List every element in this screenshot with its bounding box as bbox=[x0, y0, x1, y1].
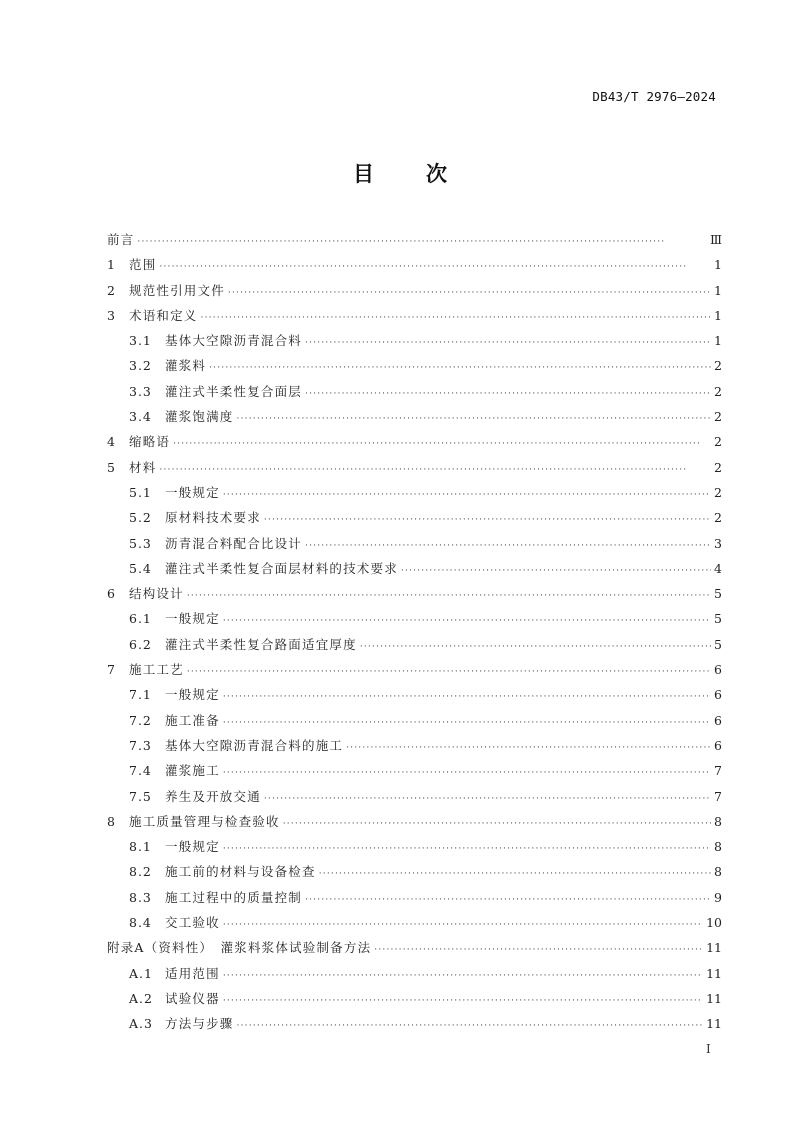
toc-entry-number: 6.1 bbox=[129, 611, 152, 627]
toc-entry[interactable] bbox=[107, 404, 722, 429]
dot-leader bbox=[319, 862, 711, 887]
toc-entry-label: 施工过程中的质量控制 bbox=[165, 889, 303, 905]
toc-entry[interactable] bbox=[107, 480, 722, 505]
toc-entry-page: 2 bbox=[714, 484, 722, 500]
toc-entry-label: 施工准备 bbox=[165, 712, 220, 728]
toc-entry[interactable] bbox=[107, 328, 722, 353]
toc-entry-number: 7.5 bbox=[129, 788, 152, 804]
toc-entry-number: A.2 bbox=[129, 990, 153, 1006]
toc-entry-page: 10 bbox=[706, 915, 722, 931]
toc-entry[interactable] bbox=[107, 379, 722, 404]
toc-entry-page: 1 bbox=[714, 282, 722, 298]
toc-entry-page: 2 bbox=[714, 409, 722, 425]
toc-entry[interactable] bbox=[107, 733, 722, 758]
dot-leader bbox=[159, 458, 711, 483]
toc-entry-page: 5 bbox=[714, 611, 722, 627]
table-of-contents bbox=[107, 227, 722, 1037]
dot-leader bbox=[374, 938, 703, 963]
toc-entry-page: 11 bbox=[706, 1016, 722, 1032]
toc-entry[interactable] bbox=[107, 657, 722, 682]
toc-entry-label: 方法与步骤 bbox=[165, 1016, 234, 1032]
dot-leader bbox=[305, 382, 711, 407]
dot-leader bbox=[223, 483, 711, 508]
toc-entry[interactable] bbox=[107, 758, 722, 783]
toc-entry-label: 范围 bbox=[129, 257, 157, 273]
dot-leader bbox=[305, 331, 711, 356]
toc-entry[interactable] bbox=[107, 885, 722, 910]
toc-entry-label: 施工前的材料与设备检查 bbox=[165, 864, 316, 880]
toc-entry-number: 8.2 bbox=[129, 864, 152, 880]
toc-entry-number: 3.2 bbox=[129, 358, 152, 374]
toc-entry-label: 灌浆施工 bbox=[165, 763, 220, 779]
toc-entry[interactable] bbox=[107, 353, 722, 378]
toc-entry-number: 5.4 bbox=[129, 560, 152, 576]
toc-entry-label: 一般规定 bbox=[165, 687, 220, 703]
toc-entry[interactable] bbox=[107, 455, 722, 480]
toc-entry-number: A.3 bbox=[129, 1016, 153, 1032]
toc-entry[interactable] bbox=[107, 784, 722, 809]
toc-entry-page: 2 bbox=[714, 510, 722, 526]
toc-entry[interactable] bbox=[107, 632, 722, 657]
toc-entry-number: A.1 bbox=[129, 965, 153, 981]
toc-entry-page: 7 bbox=[714, 788, 722, 804]
toc-entry[interactable] bbox=[107, 303, 722, 328]
toc-entry-page: 9 bbox=[714, 889, 722, 905]
toc-entry[interactable] bbox=[107, 682, 722, 707]
dot-leader bbox=[137, 230, 707, 255]
toc-entry-page: 2 bbox=[714, 358, 722, 374]
toc-entry-number: 7.2 bbox=[129, 712, 152, 728]
toc-entry-page: 4 bbox=[714, 560, 722, 576]
toc-entry-label: 灌注式半柔性复合面层材料的技术要求 bbox=[165, 560, 398, 576]
toc-entry-label: 结构设计 bbox=[129, 586, 184, 602]
dot-leader bbox=[305, 888, 711, 913]
toc-entry-page: 8 bbox=[714, 813, 722, 829]
toc-entry-number: 3.1 bbox=[129, 333, 152, 349]
title-char-2: 次 bbox=[426, 162, 447, 186]
toc-entry-label: 材料 bbox=[129, 459, 157, 475]
toc-entry[interactable] bbox=[107, 227, 722, 252]
document-code: DB43/T 2976—2024 bbox=[592, 89, 716, 104]
toc-entry-page: Ⅲ bbox=[709, 232, 722, 247]
toc-entry[interactable] bbox=[107, 505, 722, 530]
page-number: I bbox=[706, 1042, 711, 1056]
toc-entry-label: 附录A（资料性） 灌浆料浆体试验制备方法 bbox=[107, 940, 372, 956]
dot-leader bbox=[346, 736, 711, 761]
toc-entry-number: 3.4 bbox=[129, 409, 152, 425]
toc-entry-page: 8 bbox=[714, 839, 722, 855]
title-char-1: 目 bbox=[353, 162, 374, 186]
toc-entry-label: 沥青混合料配合比设计 bbox=[165, 535, 303, 551]
toc-entry-page: 1 bbox=[714, 333, 722, 349]
toc-entry-number: 8 bbox=[107, 813, 115, 829]
toc-entry-number: 8.3 bbox=[129, 889, 152, 905]
toc-entry-label: 一般规定 bbox=[165, 611, 220, 627]
dot-leader bbox=[223, 964, 703, 989]
dot-leader bbox=[228, 281, 711, 306]
toc-entry-number: 1 bbox=[107, 257, 115, 273]
toc-entry-page: 11 bbox=[706, 940, 722, 956]
toc-entry-label: 基体大空隙沥青混合料的施工 bbox=[165, 737, 344, 753]
toc-entry[interactable] bbox=[107, 986, 722, 1011]
toc-entry-number: 3 bbox=[107, 307, 115, 323]
toc-entry-number: 2 bbox=[107, 282, 115, 298]
toc-entry-number: 7 bbox=[107, 662, 115, 678]
dot-leader bbox=[173, 432, 711, 457]
toc-entry-number: 7.4 bbox=[129, 763, 152, 779]
toc-entry-page: 6 bbox=[714, 712, 722, 728]
toc-entry-number: 8.1 bbox=[129, 839, 152, 855]
dot-leader bbox=[159, 255, 711, 280]
toc-entry-page: 3 bbox=[714, 535, 722, 551]
dot-leader bbox=[237, 1014, 704, 1039]
toc-entry-number: 4 bbox=[107, 434, 115, 450]
toc-entry-label: 试验仪器 bbox=[165, 990, 220, 1006]
toc-entry[interactable] bbox=[107, 531, 722, 556]
toc-entry-page: 2 bbox=[714, 383, 722, 399]
dot-leader bbox=[237, 407, 711, 432]
toc-entry[interactable] bbox=[107, 581, 722, 606]
dot-leader bbox=[223, 989, 703, 1014]
toc-entry-label: 灌浆饱满度 bbox=[165, 409, 234, 425]
toc-entry[interactable] bbox=[107, 556, 722, 581]
toc-entry-label: 灌注式半柔性复合面层 bbox=[165, 383, 303, 399]
toc-entry[interactable] bbox=[107, 708, 722, 733]
toc-entry-label: 交工验收 bbox=[165, 915, 220, 931]
dot-leader bbox=[264, 508, 711, 533]
toc-entry-number: 3.3 bbox=[129, 383, 152, 399]
toc-entry-number: 5.3 bbox=[129, 535, 152, 551]
toc-entry[interactable] bbox=[107, 935, 722, 960]
toc-entry-label: 前言 bbox=[107, 232, 135, 247]
toc-entry[interactable] bbox=[107, 834, 722, 859]
toc-entry-page: 6 bbox=[714, 687, 722, 703]
toc-entry-label: 一般规定 bbox=[165, 839, 220, 855]
toc-entry-label: 灌浆料 bbox=[165, 358, 207, 374]
toc-entry-number: 8.4 bbox=[129, 915, 152, 931]
toc-entry-label: 基体大空隙沥青混合料 bbox=[165, 333, 303, 349]
toc-entry-page: 1 bbox=[714, 307, 722, 323]
toc-entry-label: 规范性引用文件 bbox=[129, 282, 225, 298]
toc-entry[interactable] bbox=[107, 252, 722, 277]
dot-leader bbox=[283, 812, 711, 837]
toc-entry-label: 灌注式半柔性复合路面适宜厚度 bbox=[165, 636, 357, 652]
toc-entry-label: 施工质量管理与检查验收 bbox=[129, 813, 280, 829]
toc-entry-number: 5 bbox=[107, 459, 115, 475]
page-title bbox=[0, 158, 800, 188]
toc-entry-number: 6.2 bbox=[129, 636, 152, 652]
toc-entry-number: 5.2 bbox=[129, 510, 152, 526]
toc-entry-page: 7 bbox=[714, 763, 722, 779]
toc-entry[interactable] bbox=[107, 859, 722, 884]
toc-entry[interactable] bbox=[107, 278, 722, 303]
toc-entry-page: 5 bbox=[714, 586, 722, 602]
toc-entry-label: 适用范围 bbox=[165, 965, 220, 981]
toc-entry-number: 7.1 bbox=[129, 687, 152, 703]
toc-entry-page: 2 bbox=[714, 434, 722, 450]
toc-entry-page: 1 bbox=[714, 257, 722, 273]
toc-entry-label: 一般规定 bbox=[165, 484, 220, 500]
toc-entry-page: 8 bbox=[714, 864, 722, 880]
dot-leader bbox=[360, 635, 711, 660]
toc-entry-label: 原材料技术要求 bbox=[165, 510, 261, 526]
toc-entry[interactable] bbox=[107, 910, 722, 935]
toc-entry-page: 6 bbox=[714, 662, 722, 678]
dot-leader bbox=[264, 787, 711, 812]
toc-entry-page: 11 bbox=[706, 990, 722, 1006]
toc-entry-number: 7.3 bbox=[129, 737, 152, 753]
toc-entry-number: 6 bbox=[107, 586, 115, 602]
toc-entry-page: 2 bbox=[714, 459, 722, 475]
dot-leader bbox=[187, 584, 711, 609]
dot-leader bbox=[223, 761, 711, 786]
toc-entry-label: 施工工艺 bbox=[129, 662, 184, 678]
toc-entry[interactable] bbox=[107, 1011, 722, 1036]
toc-entry-page: 6 bbox=[714, 737, 722, 753]
toc-entry[interactable] bbox=[107, 809, 722, 834]
toc-entry-page: 11 bbox=[706, 965, 722, 981]
toc-entry[interactable] bbox=[107, 429, 722, 454]
toc-entry-label: 术语和定义 bbox=[129, 307, 198, 323]
toc-entry-number: 5.1 bbox=[129, 484, 152, 500]
toc-entry[interactable] bbox=[107, 606, 722, 631]
dot-leader bbox=[223, 685, 711, 710]
dot-leader bbox=[401, 559, 711, 584]
toc-entry-label: 养生及开放交通 bbox=[165, 788, 261, 804]
toc-entry[interactable] bbox=[107, 961, 722, 986]
dot-leader bbox=[187, 660, 711, 685]
toc-entry-page: 5 bbox=[714, 636, 722, 652]
toc-entry-label: 缩略语 bbox=[129, 434, 171, 450]
